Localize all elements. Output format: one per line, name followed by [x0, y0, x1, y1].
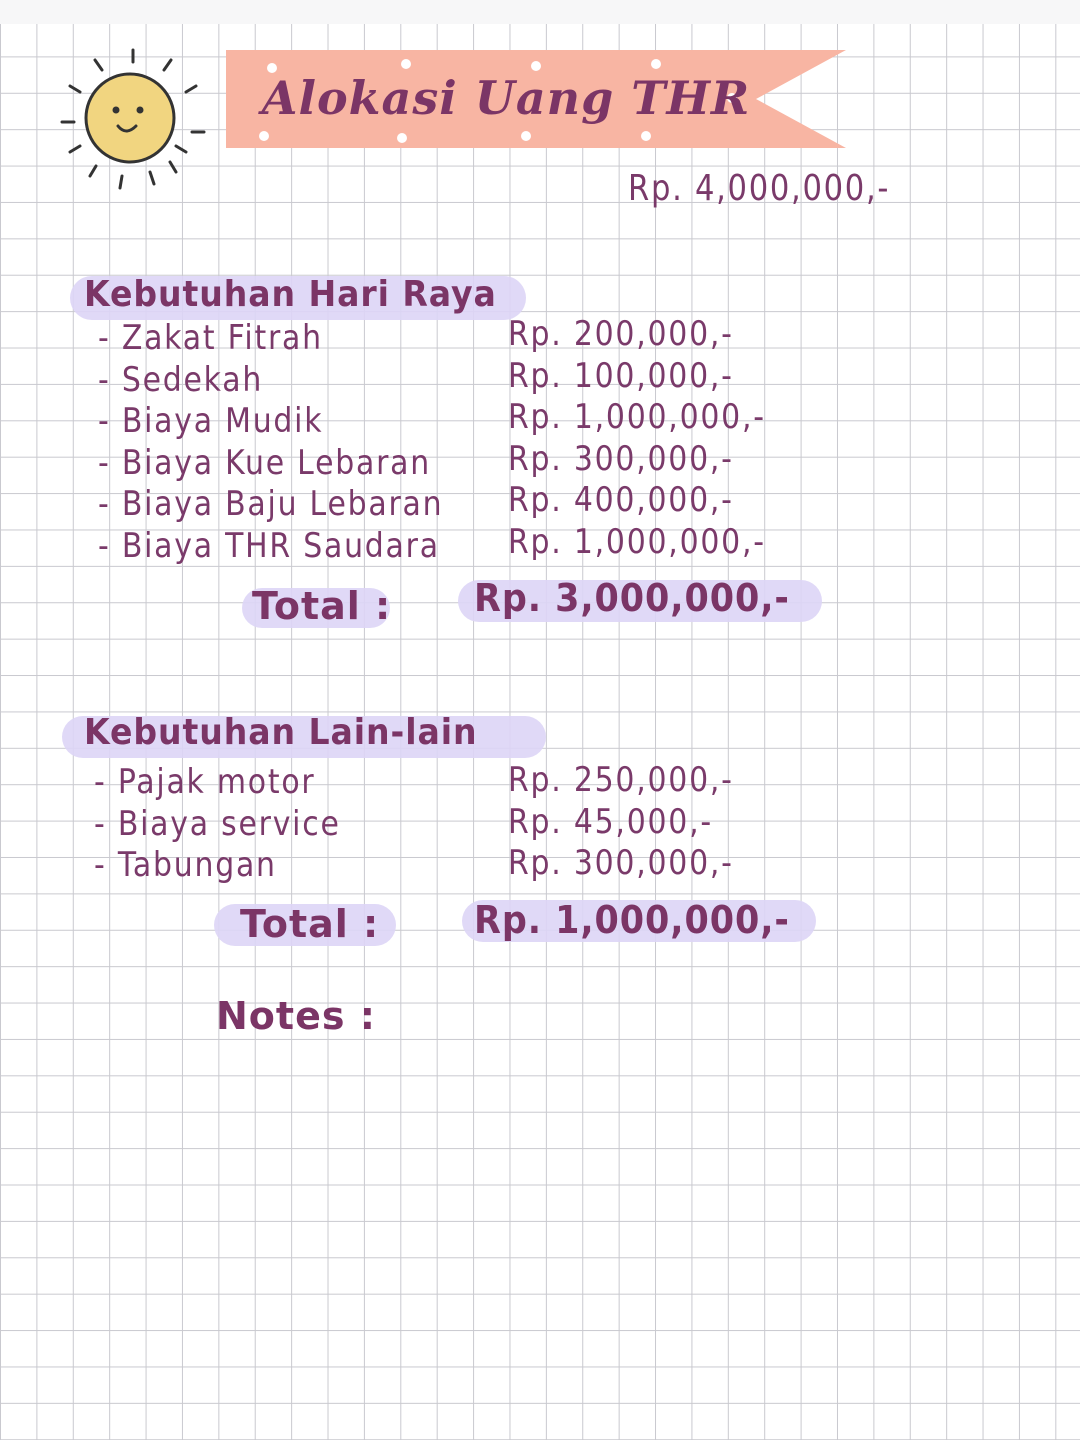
list-item: - Biaya service [94, 803, 341, 844]
item-amount: Rp. 1,000,000,- [508, 521, 766, 562]
total-value: Rp. 1,000,000,- [474, 898, 790, 942]
sun-smiley-icon [58, 44, 208, 194]
list-item: - Biaya Baju Lebaran [98, 484, 444, 524]
total-label: Total : [240, 902, 380, 946]
item-amount: Rp. 200,000,- [508, 314, 734, 354]
item-labels [94, 762, 374, 887]
list-item: - Pajak motor [94, 762, 316, 802]
list-item: - Tabungan [94, 845, 277, 885]
item-amount: Rp. 400,000,- [508, 480, 734, 520]
item-amount: Rp. 100,000,- [508, 355, 734, 396]
list-item: - Biaya THR Saudara [98, 525, 440, 566]
total-value: Rp. 3,000,000,- [474, 576, 790, 620]
section-heading: Kebutuhan Lain-lain [84, 712, 478, 753]
notes-label: Notes : [216, 994, 376, 1038]
item-amounts [508, 760, 765, 885]
list-item: - Zakat Fitrah [98, 318, 323, 358]
total-label: Total : [252, 584, 392, 628]
title-banner [226, 48, 848, 150]
total-budget: Rp. 4,000,000,- [628, 168, 891, 209]
item-amount: Rp. 300,000,- [508, 843, 734, 883]
list-item: - Biaya Mudik [98, 401, 324, 441]
item-amount: Rp. 300,000,- [508, 438, 734, 479]
page-title: Alokasi Uang THR [261, 71, 751, 125]
list-item: - Sedekah [98, 359, 264, 400]
item-amount: Rp. 45,000,- [508, 801, 713, 842]
item-amount: Rp. 1,000,000,- [508, 397, 766, 437]
list-item: - Biaya Kue Lebaran [98, 442, 431, 483]
top-strip [0, 0, 1080, 24]
item-amounts [508, 314, 801, 563]
item-amount: Rp. 250,000,- [508, 760, 734, 800]
section-heading: Kebutuhan Hari Raya [84, 274, 497, 315]
item-labels [98, 318, 490, 567]
